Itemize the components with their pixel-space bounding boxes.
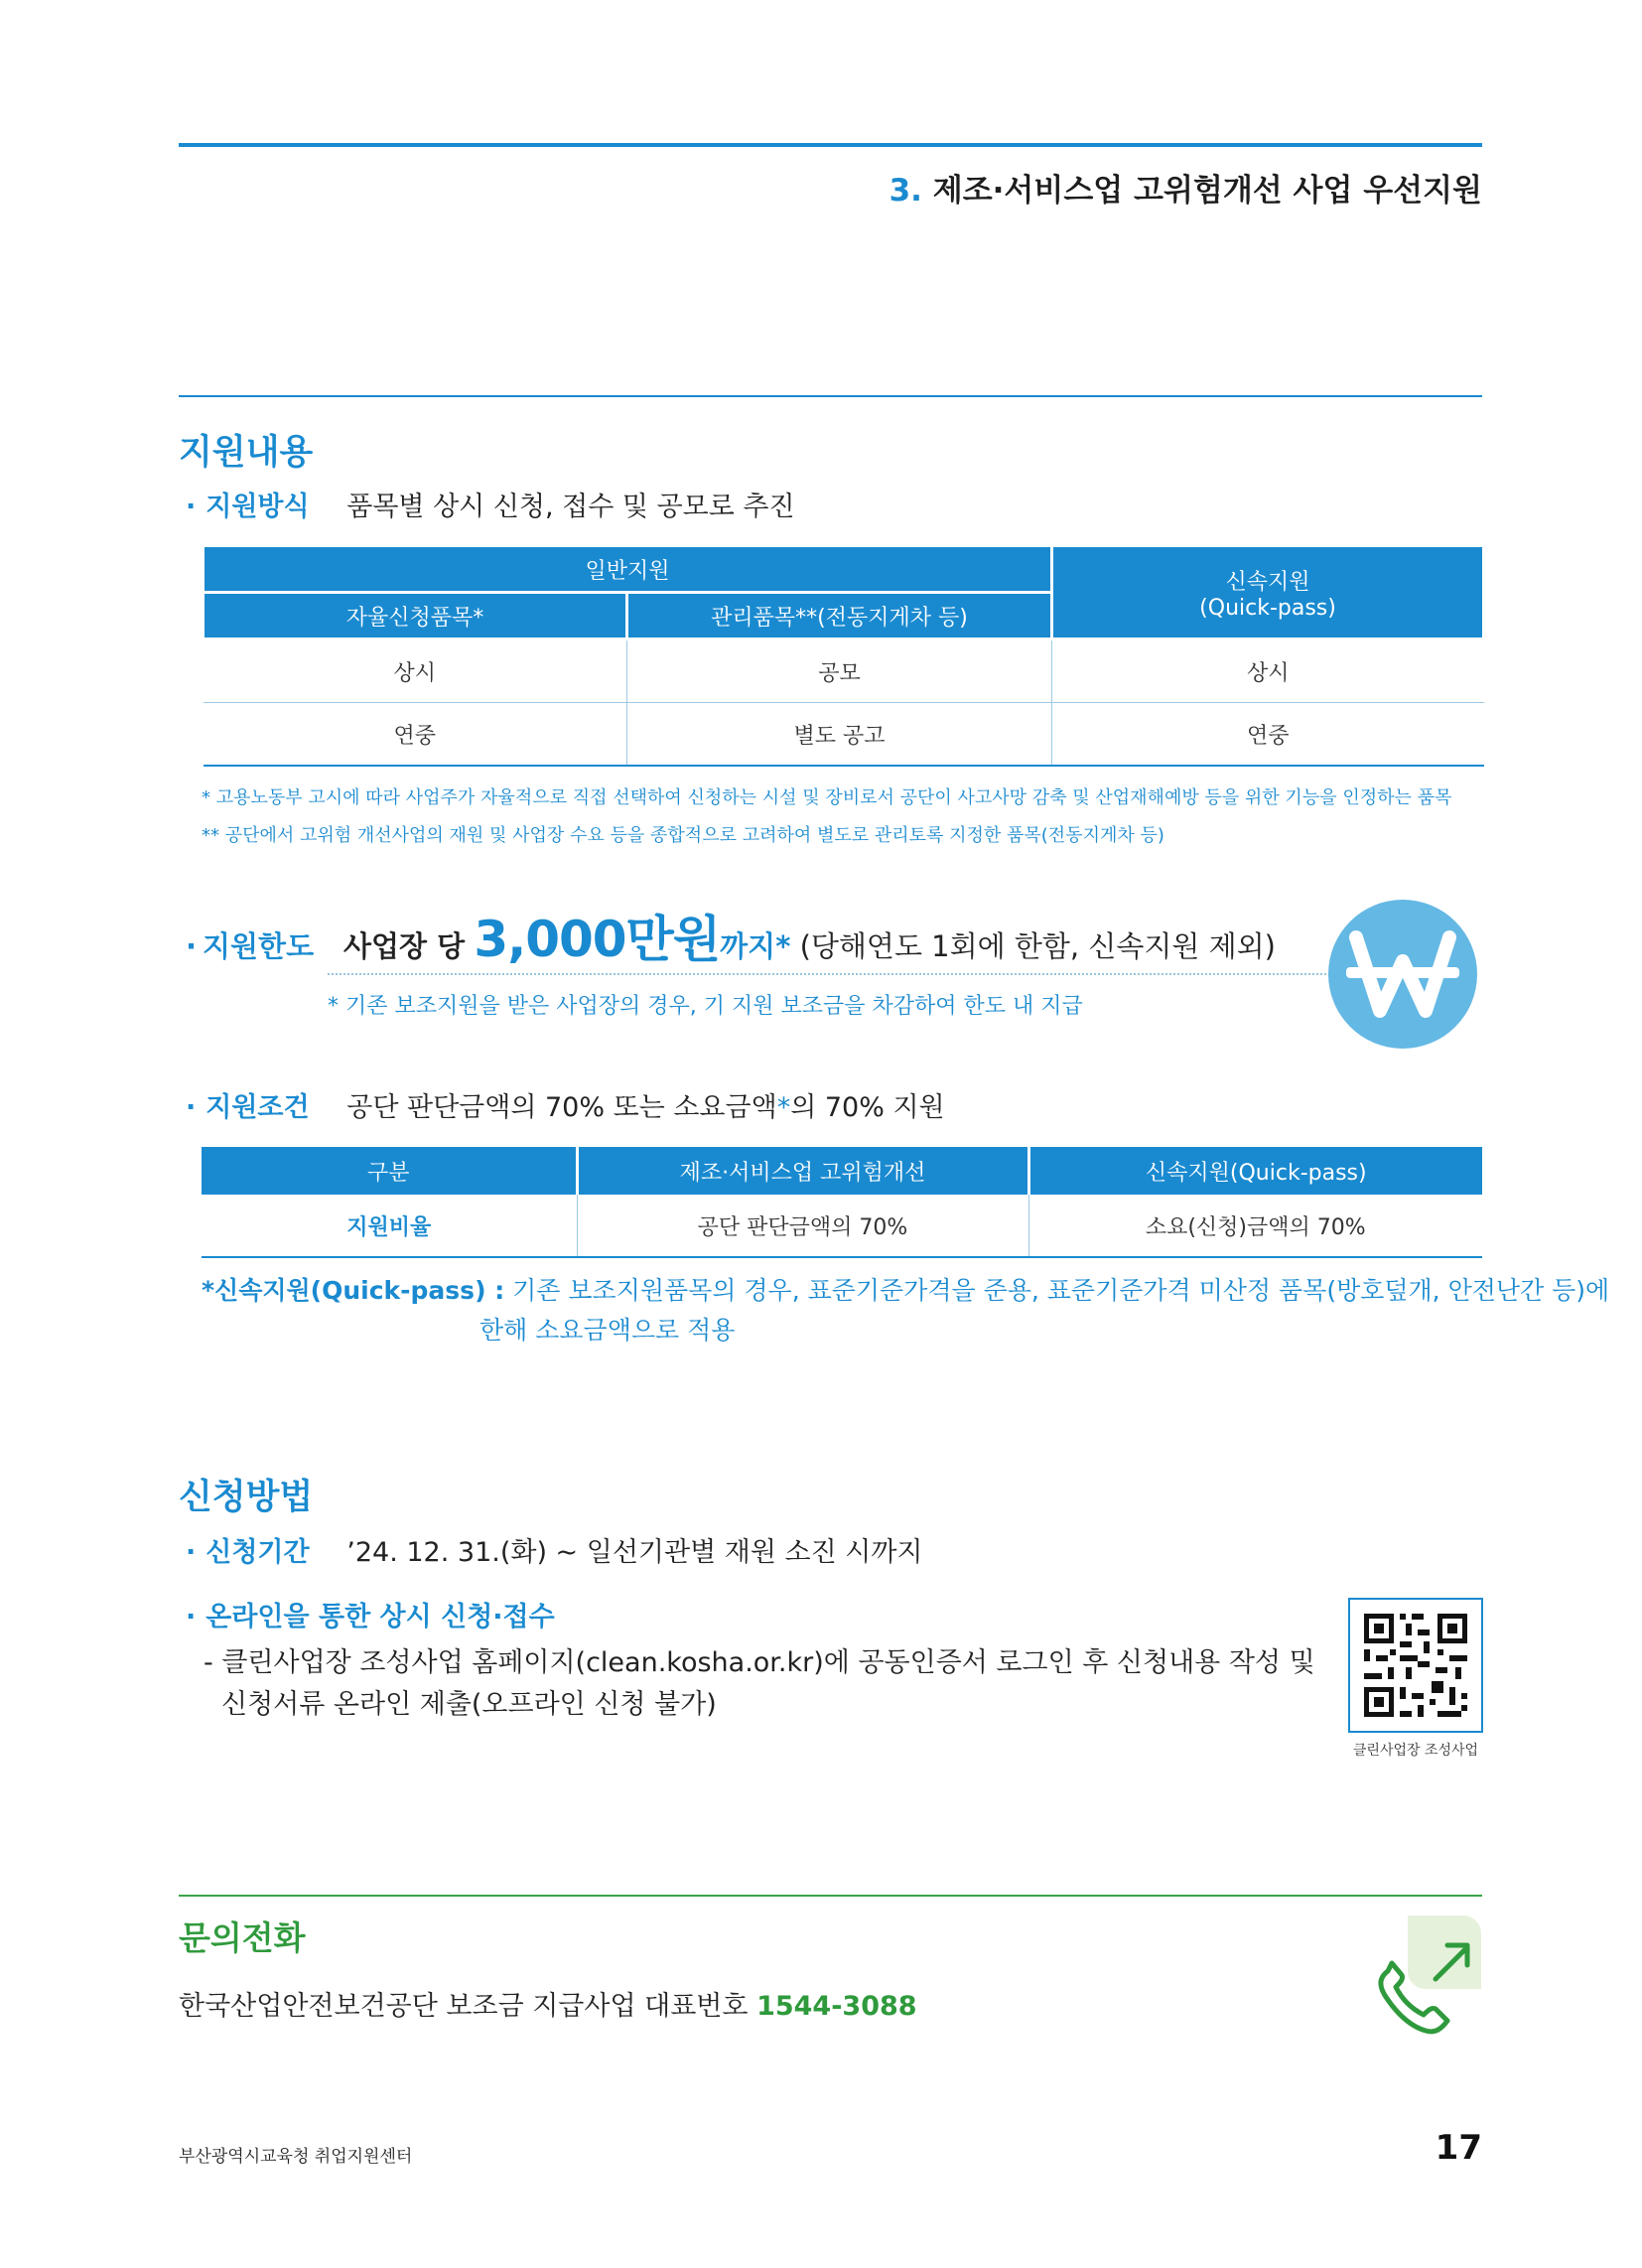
quick-pass-note-key: *신속지원(Quick-pass) : <box>202 1276 505 1305</box>
table-cell: 공모 <box>627 639 1052 703</box>
application-period-text: ’24. 12. 31.(화) ~ 일선기관별 재원 소진 시까지 <box>346 1537 923 1568</box>
support-limit-amount: 3,000만원 <box>474 911 721 968</box>
header-quick-support: 신속지원 (Quick-pass) <box>1052 546 1484 639</box>
support-method-label: 지원방식 <box>205 492 310 522</box>
page-number: 17 <box>1435 2128 1482 2168</box>
won-icon-glyph <box>1328 900 1477 1049</box>
dotted-divider <box>328 973 1330 975</box>
online-application-desc <box>204 1642 1315 1726</box>
support-method-row: · 지원방식 품목별 상시 신청, 접수 및 공모로 추진 <box>186 485 795 523</box>
contact-text: 한국산업안전보건공단 보조금 지급사업 대표번호 <box>179 1991 749 2022</box>
support-limit-paren: (당해연도 1회에 한함, 신속지원 제외) <box>799 929 1276 963</box>
top-rule <box>179 143 1482 147</box>
won-icon <box>1328 900 1477 1049</box>
support-condition-star: * <box>776 1092 791 1123</box>
phone-icon-graphic <box>1360 1912 1485 2037</box>
header-category: 구분 <box>202 1147 577 1195</box>
support-condition-text-a: 공단 판단금액의 70% 또는 소요금액 <box>346 1092 777 1123</box>
header-quick-pass: 신속지원(Quick-pass) <box>1028 1147 1482 1195</box>
online-application-line2: 신청서류 온라인 제출(오프라인 신청 불가) <box>221 1689 717 1720</box>
table-cell: 소요(신청)금액의 70% <box>1028 1195 1482 1257</box>
support-condition-text-b: 의 70% 지원 <box>790 1092 945 1123</box>
support-limit-label: 지원한도 <box>203 929 315 963</box>
header-managed-items: 관리품목**(전동지게차 등) <box>627 593 1052 639</box>
contact-divider <box>179 1895 1482 1897</box>
support-limit-row: · 지원한도 사업장 당 3,000만원까지* (당해연도 1회에 한함, 신속지원 제외) <box>186 911 1276 968</box>
online-application-row: · 온라인을 통한 상시 신청·접수 <box>186 1602 555 1632</box>
header-general-support: 일반지원 <box>204 546 1052 593</box>
header-self-apply-items: 자율신청품목* <box>204 593 627 639</box>
contact-heading: 문의전화 <box>179 1918 306 1957</box>
support-condition-row: · 지원조건 공단 판단금액의 70% 또는 소요금액*의 70% 지원 <box>186 1085 945 1124</box>
support-limit-prefix: 사업장 당 <box>343 929 466 963</box>
qr-caption: 클린사업장 조성사업 <box>1352 1743 1479 1759</box>
qr-code-image <box>1350 1600 1481 1731</box>
table-cell: 별도 공고 <box>627 703 1052 767</box>
support-content-heading: 지원내용 <box>179 433 314 473</box>
support-limit-suffix: 까지* <box>720 929 791 963</box>
contact-line <box>179 1984 917 2023</box>
footnote-self-apply: * 고용노동부 고시에 따라 사업주가 자율적으로 직접 선택하여 신청하는 시설 및 장비로서 공단이 사고사망 감축 및 산업재해예방 등을 위한 기능을 인정하는 품목 <box>202 787 1452 808</box>
row-label-support-ratio: 지원비율 <box>202 1195 577 1257</box>
section-divider <box>179 395 1482 397</box>
support-method-text: 품목별 상시 신청, 접수 및 공모로 추진 <box>346 492 795 522</box>
section-title <box>889 165 1482 210</box>
application-heading: 신청방법 <box>179 1478 314 1517</box>
quick-pass-note-line2: 한해 소요금액으로 적용 <box>479 1316 736 1345</box>
application-period-label: 신청기간 <box>205 1537 310 1568</box>
footer-organization: 부산광역시교육청 취업지원센터 <box>179 2147 413 2167</box>
phone-icon <box>1360 1912 1485 2037</box>
quick-pass-note <box>202 1271 1609 1350</box>
table-cell: 연중 <box>204 703 627 767</box>
online-application-line1: - 클린사업장 조성사업 홈페이지(clean.kosha.or.kr)에 공동인증서 로그인 후 신청내용 작성 및 <box>204 1647 1315 1678</box>
support-condition-label: 지원조건 <box>205 1092 310 1123</box>
contact-phone[interactable]: 1544-3088 <box>756 1991 917 2022</box>
section-number: 3. <box>889 173 922 209</box>
table-cell: 공단 판단금액의 70% <box>577 1195 1028 1257</box>
quick-pass-note-line1: 기존 보조지원품목의 경우, 표준기준가격을 준용, 표준기준가격 미산정 품목(방호덮개, 안전난간 등)에 <box>512 1276 1610 1305</box>
table-cell: 상시 <box>1052 639 1484 703</box>
online-application-label: 온라인을 통한 상시 신청·접수 <box>205 1602 555 1632</box>
table-cell: 연중 <box>1052 703 1484 767</box>
support-limit-note: * 기존 보조지원을 받은 사업장의 경우, 기 지원 보조금을 차감하여 한도 내 지급 <box>328 994 1083 1019</box>
support-method-table <box>202 544 1485 767</box>
qr-code[interactable] <box>1348 1598 1483 1733</box>
footnote-managed: ** 공단에서 고위험 개선사업의 재원 및 사업장 수요 등을 종합적으로 고려하여 별도로 관리토록 지정한 품목(전동지게차 등) <box>202 825 1164 846</box>
support-ratio-table <box>202 1147 1482 1258</box>
application-period-row: · 신청기간 ’24. 12. 31.(화) ~ 일선기관별 재원 소진 시까지 <box>186 1530 923 1569</box>
table-cell: 상시 <box>204 639 627 703</box>
header-high-risk: 제조·서비스업 고위험개선 <box>577 1147 1028 1195</box>
section-title-text: 제조·서비스업 고위험개선 사업 우선지원 <box>932 173 1482 209</box>
